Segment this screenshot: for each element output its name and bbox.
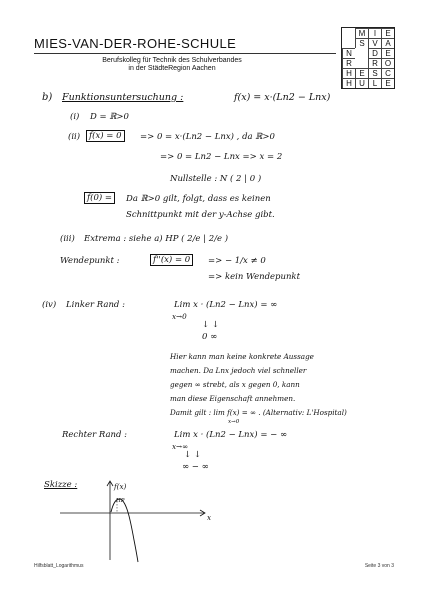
item-iv-label: (iv)	[42, 300, 57, 310]
logo-letter: M	[355, 28, 368, 38]
inflection-step-1: => − 1/x ≠ 0	[208, 256, 266, 266]
left-boundary-sub: x→0	[172, 312, 187, 321]
inflection-step-2: => kein Wendepunkt	[208, 272, 300, 282]
left-boundary-conclusion: Damit gilt : lim f(x) = ∞ . (Alternativ: L'Hospital)	[170, 408, 347, 417]
logo-letter: S	[355, 38, 368, 48]
left-boundary-note-3: gegen ∞ strebt, als x gegen 0, kann	[170, 380, 300, 389]
zero-step-2: => 0 = Ln2 − Lnx => x = 2	[160, 152, 283, 162]
logo-letter: O	[381, 58, 394, 68]
logo-letter: E	[381, 78, 394, 88]
logo-letter: C	[381, 68, 394, 78]
logo-letter: R	[342, 58, 355, 68]
logo-letter: E	[381, 28, 394, 38]
y-intercept-line-1: Da ℝ>0 gilt, folgt, dass es keinen	[126, 194, 271, 204]
logo-letter: U	[355, 78, 368, 88]
item-ii-label: (ii)	[68, 132, 81, 142]
subtitle-line-1: Berufskolleg für Technik des Schulverbandes	[102, 57, 242, 64]
subtitle-line-2: in der StädteRegion Aachen	[128, 65, 216, 72]
logo-letter: A	[381, 38, 394, 48]
zero-result: Nullstelle : N ( 2 | 0 )	[170, 174, 262, 184]
logo-letter: I	[368, 28, 381, 38]
logo-letter: S	[368, 68, 381, 78]
zero-condition-box: f(x) = 0	[86, 130, 125, 142]
logo-letter: H	[342, 78, 355, 88]
left-boundary-label: Linker Rand :	[66, 300, 125, 310]
logo-letter: N	[342, 48, 355, 58]
sketch-label: Skizze :	[44, 480, 78, 490]
sketch-hp-label: HP	[116, 498, 125, 504]
part-title: Funktionsuntersuchung :	[62, 92, 184, 103]
inflection-label: Wendepunkt :	[60, 256, 120, 266]
sketch-x-axis-label: x	[207, 513, 212, 522]
sketch-curve	[111, 499, 138, 562]
left-boundary-note-4: man diese Eigenschaft annehmen.	[170, 394, 296, 403]
extrema-text: Extrema : siehe a) HP ( 2/e | 2/e )	[84, 234, 229, 244]
function-definition: f(x) = x·(Ln2 − Lnx)	[234, 92, 331, 103]
right-boundary-label: Rechter Rand :	[62, 430, 128, 440]
item-iii-label: (iii)	[60, 234, 75, 244]
right-boundary-sub: x→∞	[172, 442, 189, 451]
right-boundary-limit: Lim x · (Ln2 − Lnx) = − ∞	[174, 430, 288, 440]
logo-letter: E	[381, 48, 394, 58]
footer-filename: Hilfsblatt_Logarithmus	[34, 563, 84, 569]
logo-letter: H	[342, 68, 355, 78]
logo-letter: D	[368, 48, 381, 58]
item-i-label: (i)	[70, 112, 80, 122]
left-boundary-note-2: machen. Da Lnx jedoch viel schneller	[170, 366, 307, 375]
inflection-condition-box: f''(x) = 0	[150, 254, 193, 266]
footer-page-number: Seite 3 von 3	[364, 563, 394, 569]
left-boundary-note-1: Hier kann man keine konkrete Aussage	[170, 352, 314, 361]
right-boundary-values: ∞ − ∞	[182, 462, 209, 472]
y-intercept-box: f(0) =	[84, 192, 115, 204]
y-intercept-line-2: Schnittpunkt mit der y-Achse gibt.	[126, 210, 275, 220]
left-boundary-values: 0 ∞	[202, 332, 218, 342]
right-boundary-arrows: ↓ ↓	[184, 450, 201, 460]
logo-letter: V	[368, 38, 381, 48]
logo-letter: R	[368, 58, 381, 68]
left-boundary-arrows: ↓ ↓	[202, 320, 219, 330]
logo-letter: L	[368, 78, 381, 88]
sketch-y-axis-label: f(x)	[114, 482, 127, 491]
logo-letter: E	[355, 68, 368, 78]
zero-step-1: => 0 = x·(Ln2 − Lnx) , da ℝ>0	[140, 132, 275, 142]
left-boundary-limit: Lim x · (Ln2 − Lnx) = ∞	[174, 300, 278, 310]
domain-text: D = ℝ>0	[90, 112, 129, 122]
school-title: MIES-VAN-DER-ROHE-SCHULE	[34, 36, 237, 51]
part-label: b)	[42, 92, 53, 103]
left-boundary-conclusion-sub: x→0	[228, 419, 240, 425]
